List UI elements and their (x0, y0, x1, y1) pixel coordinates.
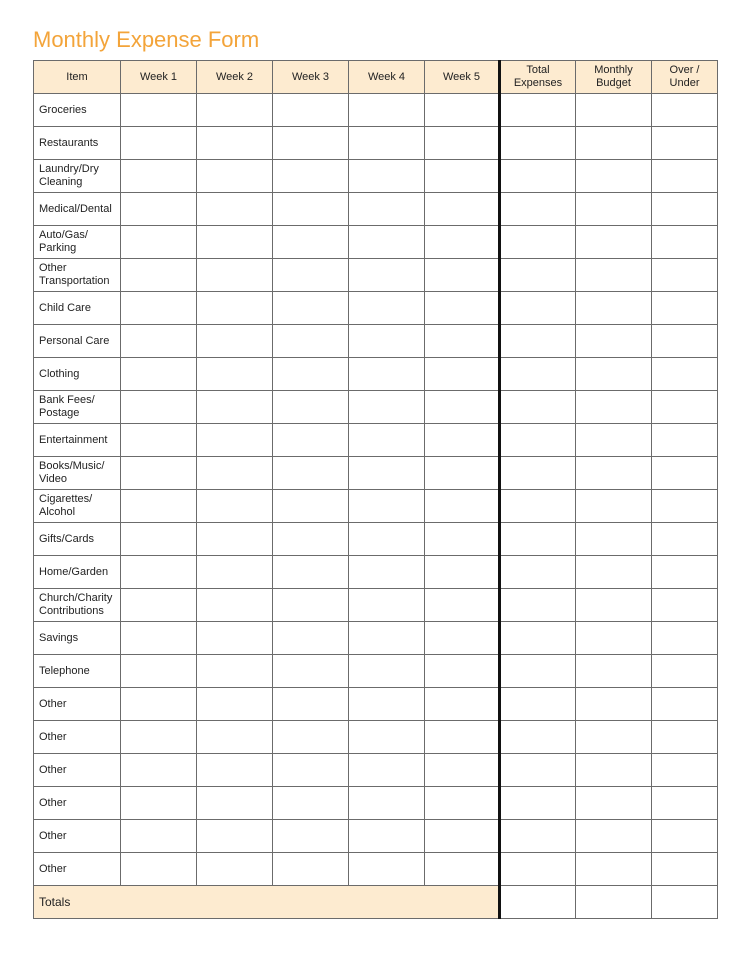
input-cell-total[interactable] (500, 457, 576, 490)
input-cell-budget[interactable] (576, 94, 652, 127)
table-row (34, 820, 718, 853)
input-cell-week3[interactable] (273, 721, 349, 754)
input-cell-week2[interactable] (197, 556, 273, 589)
input-cell-total[interactable] (500, 127, 576, 160)
input-cell-week1[interactable] (121, 556, 197, 589)
input-cell-week3[interactable] (273, 424, 349, 457)
input-cell-week5[interactable] (425, 292, 500, 325)
input-cell-week2[interactable] (197, 523, 273, 556)
input-cell-budget[interactable] (576, 127, 652, 160)
input-cell-week2[interactable] (197, 259, 273, 292)
input-cell-week1[interactable] (121, 589, 197, 622)
input-cell-week5[interactable] (425, 325, 500, 358)
input-cell-week4[interactable] (349, 655, 425, 688)
input-cell-over-under[interactable] (652, 622, 718, 655)
input-cell-budget[interactable] (576, 325, 652, 358)
input-cell-week3[interactable] (273, 787, 349, 820)
input-cell-week5[interactable] (425, 127, 500, 160)
input-cell-week3[interactable] (273, 820, 349, 853)
input-cell-week3[interactable] (273, 853, 349, 886)
table-row (34, 292, 718, 325)
input-cell-week1[interactable] (121, 193, 197, 226)
input-cell-week5[interactable] (425, 787, 500, 820)
table-row (34, 259, 718, 292)
input-cell-week5[interactable] (425, 721, 500, 754)
input-cell-week5[interactable] (425, 391, 500, 424)
input-cell-over-under[interactable] (652, 226, 718, 259)
input-cell-week2[interactable] (197, 160, 273, 193)
input-cell-week2[interactable] (197, 226, 273, 259)
row-label: Other (34, 688, 121, 721)
input-cell-week3[interactable] (273, 292, 349, 325)
input-cell-over-under[interactable] (652, 688, 718, 721)
row-label: Cigarettes/ Alcohol (34, 490, 121, 523)
table-row (34, 424, 718, 457)
table-row (34, 655, 718, 688)
input-cell-total[interactable] (500, 490, 576, 523)
input-cell-over-under[interactable] (652, 358, 718, 391)
input-cell-total[interactable] (500, 589, 576, 622)
input-cell-week3[interactable] (273, 754, 349, 787)
row-label: Other (34, 721, 121, 754)
input-cell-total[interactable] (500, 391, 576, 424)
input-cell-over-under[interactable] (652, 556, 718, 589)
input-cell-week4[interactable] (349, 754, 425, 787)
input-cell-week2[interactable] (197, 853, 273, 886)
input-cell-total[interactable] (500, 787, 576, 820)
input-cell-week4[interactable] (349, 391, 425, 424)
input-cell-total[interactable] (500, 424, 576, 457)
input-cell-week1[interactable] (121, 490, 197, 523)
input-cell-total[interactable] (500, 622, 576, 655)
input-cell-week4[interactable] (349, 259, 425, 292)
column-header-over-under: Over / Under (652, 61, 718, 94)
input-cell-week2[interactable] (197, 754, 273, 787)
input-cell-week3[interactable] (273, 589, 349, 622)
table-row (34, 391, 718, 424)
row-label: Bank Fees/ Postage (34, 391, 121, 424)
input-cell-budget[interactable] (576, 754, 652, 787)
input-cell-week5[interactable] (425, 358, 500, 391)
input-cell-over-under[interactable] (652, 160, 718, 193)
row-label: Other (34, 820, 121, 853)
input-cell-week5[interactable] (425, 424, 500, 457)
input-cell-week3[interactable] (273, 490, 349, 523)
input-cell-week4[interactable] (349, 424, 425, 457)
input-cell-week5[interactable] (425, 226, 500, 259)
input-cell-total[interactable] (500, 721, 576, 754)
input-cell-total[interactable] (500, 853, 576, 886)
expense-table (33, 60, 718, 919)
table-row (34, 622, 718, 655)
input-cell-week2[interactable] (197, 457, 273, 490)
input-cell-week5[interactable] (425, 820, 500, 853)
table-row (34, 523, 718, 556)
row-label: Medical/Dental (34, 193, 121, 226)
input-cell-week2[interactable] (197, 820, 273, 853)
totals-label: Totals (34, 886, 500, 919)
input-cell-over-under[interactable] (652, 457, 718, 490)
input-cell-week3[interactable] (273, 160, 349, 193)
input-cell-week3[interactable] (273, 193, 349, 226)
input-cell-week1[interactable] (121, 853, 197, 886)
input-cell-week2[interactable] (197, 391, 273, 424)
input-cell-week4[interactable] (349, 688, 425, 721)
input-cell-week3[interactable] (273, 127, 349, 160)
input-cell-budget[interactable] (576, 292, 652, 325)
table-row (34, 193, 718, 226)
input-cell-budget[interactable] (576, 655, 652, 688)
input-cell-week4[interactable] (349, 358, 425, 391)
input-cell-week1[interactable] (121, 457, 197, 490)
input-cell-week5[interactable] (425, 589, 500, 622)
input-cell-week1[interactable] (121, 226, 197, 259)
input-cell-total[interactable] (500, 556, 576, 589)
input-cell-budget[interactable] (576, 457, 652, 490)
table-row (34, 490, 718, 523)
input-cell-over-under[interactable] (652, 94, 718, 127)
input-cell-week3[interactable] (273, 391, 349, 424)
input-cell-week3[interactable] (273, 226, 349, 259)
column-header-item: Item (34, 61, 121, 94)
input-cell-week4[interactable] (349, 127, 425, 160)
input-cell-week4[interactable] (349, 523, 425, 556)
input-cell-week4[interactable] (349, 622, 425, 655)
row-label: Other Transportation (34, 259, 121, 292)
input-cell-week4[interactable] (349, 721, 425, 754)
input-cell-week3[interactable] (273, 358, 349, 391)
input-cell-total[interactable] (500, 94, 576, 127)
input-cell-budget[interactable] (576, 589, 652, 622)
table-row (34, 754, 718, 787)
input-cell-total[interactable] (500, 226, 576, 259)
input-cell-budget[interactable] (576, 853, 652, 886)
input-cell-week5[interactable] (425, 853, 500, 886)
input-cell-budget[interactable] (576, 226, 652, 259)
column-header-week3: Week 3 (273, 61, 349, 94)
input-cell-week5[interactable] (425, 655, 500, 688)
input-cell-week4[interactable] (349, 853, 425, 886)
row-label: Telephone (34, 655, 121, 688)
column-header-week2: Week 2 (197, 61, 273, 94)
input-cell-week1[interactable] (121, 127, 197, 160)
input-cell-week4[interactable] (349, 160, 425, 193)
input-cell-week2[interactable] (197, 622, 273, 655)
row-label: Laundry/Dry Cleaning (34, 160, 121, 193)
input-cell-week3[interactable] (273, 259, 349, 292)
input-cell-week1[interactable] (121, 622, 197, 655)
input-cell-budget[interactable] (576, 787, 652, 820)
input-cell-budget[interactable] (576, 523, 652, 556)
table-row (34, 325, 718, 358)
input-cell-total[interactable] (500, 160, 576, 193)
totals-row (34, 886, 718, 919)
input-cell-week1[interactable] (121, 820, 197, 853)
table-row (34, 556, 718, 589)
row-label: Clothing (34, 358, 121, 391)
input-cell-week4[interactable] (349, 193, 425, 226)
input-cell-week4[interactable] (349, 94, 425, 127)
input-cell-over-under[interactable] (652, 325, 718, 358)
form-title: Monthly Expense Form (33, 27, 260, 52)
input-cell-total[interactable] (500, 325, 576, 358)
input-cell-budget[interactable] (576, 556, 652, 589)
input-cell-week4[interactable] (349, 457, 425, 490)
row-label: Personal Care (34, 325, 121, 358)
table-row (34, 226, 718, 259)
input-cell-week5[interactable] (425, 523, 500, 556)
input-cell-over-under[interactable] (652, 391, 718, 424)
input-cell-week5[interactable] (425, 556, 500, 589)
input-cell-total[interactable] (500, 754, 576, 787)
table-row (34, 721, 718, 754)
input-cell-week1[interactable] (121, 325, 197, 358)
input-cell-budget[interactable] (576, 820, 652, 853)
input-cell-week2[interactable] (197, 127, 273, 160)
input-cell-over-under[interactable] (652, 292, 718, 325)
table-row (34, 127, 718, 160)
input-cell-week3[interactable] (273, 688, 349, 721)
input-cell-over-under[interactable] (652, 721, 718, 754)
input-cell-week1[interactable] (121, 259, 197, 292)
table-row (34, 853, 718, 886)
row-label: Church/Charity Contributions (34, 589, 121, 622)
input-cell-budget[interactable] (576, 622, 652, 655)
row-label: Entertainment (34, 424, 121, 457)
table-row (34, 160, 718, 193)
input-cell-budget[interactable] (576, 688, 652, 721)
input-cell-total[interactable] (500, 358, 576, 391)
input-cell-week5[interactable] (425, 754, 500, 787)
input-cell-week2[interactable] (197, 325, 273, 358)
row-label: Gifts/Cards (34, 523, 121, 556)
input-cell-budget[interactable] (576, 259, 652, 292)
input-cell-week1[interactable] (121, 721, 197, 754)
input-cell-week2[interactable] (197, 688, 273, 721)
input-cell-week5[interactable] (425, 94, 500, 127)
input-cell-week5[interactable] (425, 688, 500, 721)
input-cell-week2[interactable] (197, 193, 273, 226)
input-cell-week5[interactable] (425, 457, 500, 490)
input-cell-week1[interactable] (121, 160, 197, 193)
input-cell-over-under[interactable] (652, 490, 718, 523)
input-cell-week1[interactable] (121, 424, 197, 457)
row-label: Other (34, 754, 121, 787)
input-cell-week5[interactable] (425, 622, 500, 655)
input-cell-week3[interactable] (273, 622, 349, 655)
input-cell-week1[interactable] (121, 688, 197, 721)
input-cell-week3[interactable] (273, 94, 349, 127)
table-row (34, 94, 718, 127)
input-cell-total[interactable] (500, 523, 576, 556)
row-label: Restaurants (34, 127, 121, 160)
input-cell-week1[interactable] (121, 655, 197, 688)
row-label: Home/Garden (34, 556, 121, 589)
input-cell-budget[interactable] (576, 391, 652, 424)
input-cell-week3[interactable] (273, 556, 349, 589)
row-label: Child Care (34, 292, 121, 325)
input-cell-total[interactable] (500, 292, 576, 325)
input-cell-over-under[interactable] (652, 655, 718, 688)
input-cell-week5[interactable] (425, 160, 500, 193)
row-label: Other (34, 787, 121, 820)
row-label: Other (34, 853, 121, 886)
input-cell-week1[interactable] (121, 391, 197, 424)
input-cell-total[interactable] (500, 259, 576, 292)
input-cell-week4[interactable] (349, 325, 425, 358)
table-row (34, 358, 718, 391)
totals-cell-over-under[interactable] (652, 886, 718, 919)
row-label: Books/Music/ Video (34, 457, 121, 490)
input-cell-week1[interactable] (121, 754, 197, 787)
input-cell-week1[interactable] (121, 358, 197, 391)
input-cell-week4[interactable] (349, 820, 425, 853)
input-cell-week2[interactable] (197, 424, 273, 457)
input-cell-total[interactable] (500, 688, 576, 721)
input-cell-total[interactable] (500, 193, 576, 226)
input-cell-budget[interactable] (576, 358, 652, 391)
input-cell-week2[interactable] (197, 490, 273, 523)
row-label: Savings (34, 622, 121, 655)
header-row (34, 61, 718, 94)
input-cell-over-under[interactable] (652, 127, 718, 160)
input-cell-week2[interactable] (197, 292, 273, 325)
input-cell-total[interactable] (500, 655, 576, 688)
input-cell-over-under[interactable] (652, 193, 718, 226)
input-cell-budget[interactable] (576, 424, 652, 457)
totals-cell-budget[interactable] (576, 886, 652, 919)
input-cell-week3[interactable] (273, 655, 349, 688)
input-cell-week5[interactable] (425, 193, 500, 226)
input-cell-week1[interactable] (121, 292, 197, 325)
table-row (34, 457, 718, 490)
input-cell-total[interactable] (500, 820, 576, 853)
table-row (34, 688, 718, 721)
input-cell-week3[interactable] (273, 457, 349, 490)
input-cell-week4[interactable] (349, 556, 425, 589)
input-cell-week1[interactable] (121, 94, 197, 127)
column-header-week5: Week 5 (425, 61, 500, 94)
input-cell-over-under[interactable] (652, 754, 718, 787)
row-label: Auto/Gas/ Parking (34, 226, 121, 259)
input-cell-week4[interactable] (349, 226, 425, 259)
column-header-total: Total Expenses (500, 61, 576, 94)
input-cell-over-under[interactable] (652, 424, 718, 457)
column-header-week1: Week 1 (121, 61, 197, 94)
input-cell-week4[interactable] (349, 589, 425, 622)
input-cell-week2[interactable] (197, 589, 273, 622)
table-row (34, 589, 718, 622)
input-cell-week2[interactable] (197, 787, 273, 820)
input-cell-week2[interactable] (197, 721, 273, 754)
input-cell-over-under[interactable] (652, 259, 718, 292)
column-header-week4: Week 4 (349, 61, 425, 94)
input-cell-over-under[interactable] (652, 787, 718, 820)
input-cell-week4[interactable] (349, 490, 425, 523)
input-cell-week3[interactable] (273, 523, 349, 556)
input-cell-week2[interactable] (197, 655, 273, 688)
input-cell-over-under[interactable] (652, 853, 718, 886)
input-cell-budget[interactable] (576, 721, 652, 754)
input-cell-week1[interactable] (121, 523, 197, 556)
input-cell-week2[interactable] (197, 358, 273, 391)
column-header-budget: Monthly Budget (576, 61, 652, 94)
table-row (34, 787, 718, 820)
input-cell-week4[interactable] (349, 292, 425, 325)
input-cell-over-under[interactable] (652, 820, 718, 853)
input-cell-week4[interactable] (349, 787, 425, 820)
input-cell-week2[interactable] (197, 94, 273, 127)
input-cell-week3[interactable] (273, 325, 349, 358)
input-cell-week1[interactable] (121, 787, 197, 820)
input-cell-over-under[interactable] (652, 589, 718, 622)
input-cell-week5[interactable] (425, 490, 500, 523)
row-label: Groceries (34, 94, 121, 127)
input-cell-over-under[interactable] (652, 523, 718, 556)
input-cell-budget[interactable] (576, 490, 652, 523)
totals-cell-total[interactable] (500, 886, 576, 919)
input-cell-budget[interactable] (576, 160, 652, 193)
input-cell-week5[interactable] (425, 259, 500, 292)
input-cell-budget[interactable] (576, 193, 652, 226)
